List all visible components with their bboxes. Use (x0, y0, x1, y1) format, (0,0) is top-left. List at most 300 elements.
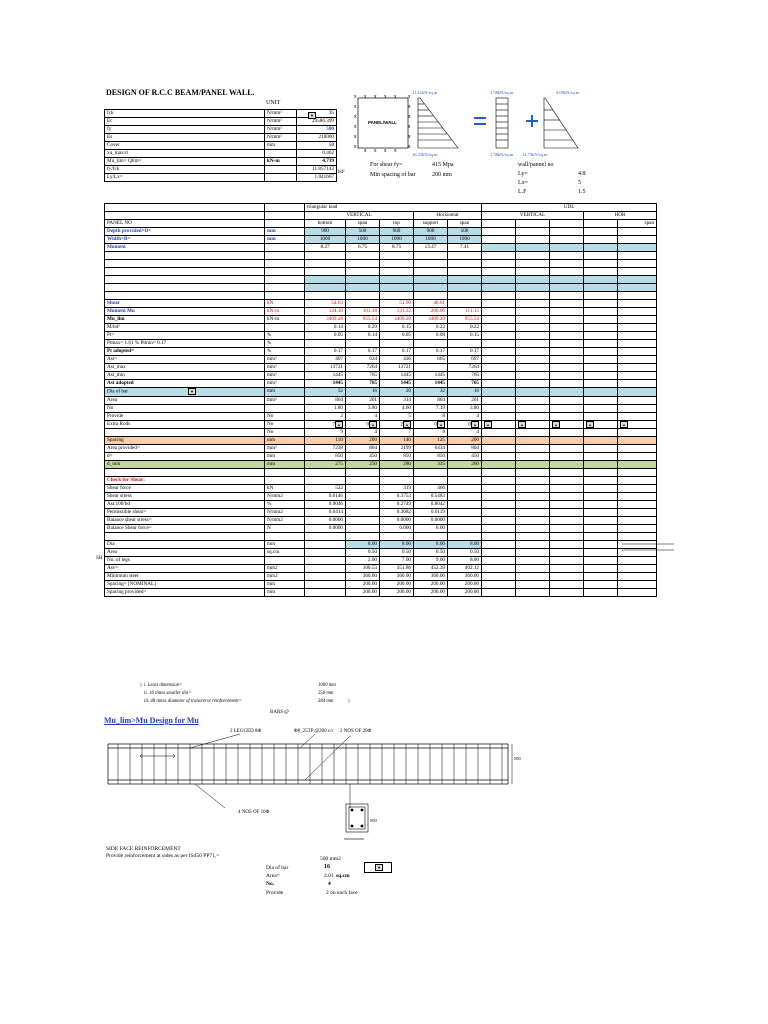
property-label: fy/fck (105, 166, 265, 174)
empty-cell (380, 252, 414, 260)
row-label: Permissible shear= (105, 509, 265, 517)
row-value: 32 (414, 388, 448, 397)
rod-selector[interactable]: ▴ (518, 421, 526, 428)
row-value: 200.00 (380, 589, 414, 597)
svg-text:x: x (374, 94, 377, 100)
row-value: 0.0000 (414, 517, 448, 525)
empty-cell (550, 340, 584, 348)
side-face-req: 500 mm2 (320, 856, 341, 862)
empty-cell (482, 316, 516, 324)
row-value: 3409.28 (380, 316, 414, 324)
empty-cell (414, 268, 448, 276)
column-header: span (448, 220, 482, 228)
design-row (105, 453, 657, 461)
property-unit: N/mm² (265, 110, 297, 118)
empty-cell (516, 404, 550, 412)
empty-cell (584, 541, 618, 549)
empty-cell (584, 244, 618, 252)
row-value: 0 ▴ (346, 420, 380, 429)
panel-info-label: Ly= (518, 171, 528, 177)
row-label: Ast adopted (105, 380, 265, 388)
empty-cell (380, 292, 414, 300)
property-row (105, 110, 337, 118)
row-value: 0.8042 (414, 501, 448, 509)
empty-cell (516, 485, 550, 493)
empty-cell (550, 469, 584, 477)
svg-text:x: x (354, 94, 357, 100)
row-value: 351.86 (380, 565, 414, 573)
row-value: 4 (346, 412, 380, 420)
empty-cell (516, 429, 550, 437)
row-label: Balance shear stress= (105, 517, 265, 525)
empty-cell (265, 477, 305, 485)
empty-cell (516, 332, 550, 340)
row-value: 634 (346, 356, 380, 364)
empty-cell (482, 244, 516, 252)
empty-cell (584, 557, 618, 565)
empty-cell (584, 453, 618, 461)
row-label: Pt= (105, 332, 265, 340)
page-title: DESIGN OF R.C.C BEAM/PANEL WALL. (106, 88, 255, 97)
empty-cell (618, 396, 657, 404)
empty-cell (550, 348, 584, 356)
empty-cell (584, 517, 618, 525)
row-value: 2.00 (346, 557, 380, 565)
panel-info-label: L.F (518, 189, 527, 195)
svg-text:x: x (384, 94, 387, 100)
main-row (105, 236, 657, 244)
row-value: 522 (305, 485, 346, 493)
svg-text:x: x (408, 104, 411, 110)
empty-cell (482, 268, 516, 276)
empty-cell (265, 268, 305, 276)
property-unit: N/mm² (265, 134, 297, 142)
empty-cell (448, 469, 482, 477)
empty-cell (516, 477, 550, 485)
property-label: Cover (105, 142, 265, 150)
row-value: 32 (305, 388, 346, 397)
empty-cell (482, 412, 516, 420)
row-value: 280 (380, 461, 414, 469)
empty-cell (305, 477, 346, 485)
row-value: 111.15 (448, 308, 482, 316)
row-value: 0.15 (448, 332, 482, 340)
shear-row (105, 517, 657, 525)
empty-cell (346, 469, 380, 477)
row-value: 0.17 (305, 348, 346, 356)
svg-text:x: x (354, 134, 357, 140)
dia-dropdown-icon[interactable]: ▼ (188, 388, 196, 395)
note-value: 384 mm (318, 699, 334, 704)
svg-text:x: x (408, 114, 411, 120)
svg-text:x: x (364, 148, 367, 154)
note-bracket-close: ) (348, 699, 350, 704)
row-value: 8.00 (380, 541, 414, 549)
row-value: 1000 (414, 236, 448, 244)
empty-cell (618, 461, 657, 469)
rod-selector[interactable]: ▴ (484, 421, 492, 428)
row-label: Area (105, 396, 265, 404)
row-value: 0.08 (414, 332, 448, 340)
row-unit (265, 324, 305, 332)
row-value: 0.14 (305, 324, 346, 332)
empty-cell (618, 493, 657, 501)
row-value: 9 (305, 429, 346, 437)
beam-drawing (100, 728, 520, 848)
row-value: 0.17 (414, 348, 448, 356)
empty-cell (482, 549, 516, 557)
row-value: 7264 (448, 364, 482, 372)
empty-cell (584, 573, 618, 581)
design-row (105, 429, 657, 437)
design-row (105, 388, 657, 397)
empty-cell (516, 244, 550, 252)
property-unit: mm (265, 142, 297, 150)
empty-cell (550, 445, 584, 453)
row-value (346, 485, 380, 493)
row-value: 1000 (346, 236, 380, 244)
empty-cell (482, 517, 516, 525)
row-unit: kN-m (265, 316, 305, 324)
empty-cell (584, 509, 618, 517)
blank-row (105, 469, 657, 477)
bars-label: BARS @ (270, 710, 289, 715)
property-row (105, 142, 337, 150)
row-unit: No (265, 429, 305, 437)
row-value: 200 (346, 437, 380, 445)
empty-cell (516, 228, 550, 236)
row-value: 125 (414, 437, 448, 445)
property-value: 4.719 (297, 158, 337, 166)
empty-cell (516, 284, 550, 292)
fck-dropdown[interactable]: ▼ (308, 112, 316, 119)
empty-cell (346, 268, 380, 276)
row-value: 4.60 (380, 404, 414, 412)
svg-text:x: x (384, 148, 387, 154)
row-label: Spacing (105, 437, 265, 445)
empty-cell (482, 437, 516, 445)
empty-cell (550, 541, 584, 549)
row-value: 7238 (305, 445, 346, 453)
empty-cell (482, 404, 516, 412)
row-value: 0.0000 (305, 525, 346, 533)
empty-cell (346, 276, 380, 284)
beam-depth: 500 (514, 756, 521, 761)
svg-text:x: x (364, 94, 367, 100)
empty-cell (550, 316, 584, 324)
empty-cell (482, 292, 516, 300)
empty-cell (448, 276, 482, 284)
empty-cell (346, 284, 380, 292)
row-label: Ast_min (105, 372, 265, 380)
empty-cell (105, 276, 265, 284)
empty-cell (305, 549, 346, 557)
empty-cell (265, 292, 305, 300)
empty-cell (482, 284, 516, 292)
property-label: xu_max/d (105, 150, 265, 158)
empty-cell (550, 412, 584, 420)
empty-cell (618, 565, 657, 573)
row-value (414, 364, 448, 372)
empty-cell (618, 292, 657, 300)
property-row (105, 126, 337, 134)
empty-cell (584, 420, 618, 429)
empty-cell (618, 388, 657, 397)
row-value: 0.17 (346, 348, 380, 356)
empty-cell (584, 469, 618, 477)
empty-cell (414, 276, 448, 284)
empty-cell (448, 292, 482, 300)
design-row (105, 396, 657, 404)
note-value: 1000 mm (318, 683, 336, 688)
row-value: 0.17 (448, 348, 482, 356)
row-unit: mm² (265, 356, 305, 364)
row-value: 2199 (380, 445, 414, 453)
empty-cell (618, 517, 657, 525)
row-value: 13721 (305, 364, 346, 372)
bd2-label: bd² (338, 170, 345, 175)
row-label: Spacing provided= (105, 589, 265, 597)
empty-cell (550, 525, 584, 533)
empty-cell (482, 356, 516, 364)
empty-cell (550, 332, 584, 340)
row-unit (265, 404, 305, 412)
empty-cell (516, 517, 550, 525)
empty-cell (618, 372, 657, 380)
row-value: 0.6414 (305, 509, 346, 517)
row-value: 200.00 (346, 589, 380, 597)
empty-cell (448, 252, 482, 260)
row-value: 140 (380, 437, 414, 445)
design-row (105, 316, 657, 324)
property-unit: kN-m (265, 158, 297, 166)
empty-cell (550, 493, 584, 501)
column-header: bottom (305, 220, 346, 228)
property-value: 1.041667 (297, 174, 337, 182)
design-row (105, 412, 657, 420)
note-label: i. Least dimension= (144, 683, 183, 688)
row-value: 360.00 (414, 573, 448, 581)
empty-cell (618, 340, 657, 348)
empty-cell (618, 420, 657, 429)
design-row (105, 445, 657, 453)
row-value: 314 (380, 396, 414, 404)
empty-cell (482, 340, 516, 348)
row-unit: kN (265, 300, 305, 308)
row-value: 7.00 (380, 557, 414, 565)
empty-cell (482, 493, 516, 501)
empty-cell (550, 356, 584, 364)
empty-cell (618, 412, 657, 420)
rod-selector[interactable]: ▴ (335, 421, 343, 428)
design-row (105, 380, 657, 388)
design-row (105, 364, 657, 372)
check-title-row (105, 477, 657, 485)
empty-cell (584, 412, 618, 420)
empty-cell (516, 581, 550, 589)
empty-cell (550, 477, 584, 485)
row-label: Width=B= (105, 236, 265, 244)
row-value: 319 (380, 485, 414, 493)
empty-cell (618, 589, 657, 597)
row-value: 1445 (305, 380, 346, 388)
column-header: span (346, 220, 380, 228)
empty-cell (482, 589, 516, 597)
row-value: 200.00 (448, 581, 482, 589)
empty-cell (265, 469, 305, 477)
empty-cell (516, 412, 550, 420)
empty-cell (482, 228, 516, 236)
svg-text:x: x (354, 114, 357, 120)
row-value: 0 ▴ (448, 420, 482, 429)
rod-selector[interactable]: ▴ (552, 421, 560, 428)
row-unit: mm (265, 236, 305, 244)
empty-cell (516, 276, 550, 284)
shear-row (105, 493, 657, 501)
row-value: 13721 (380, 364, 414, 372)
rod-selector[interactable]: ▴ (586, 421, 594, 428)
rod-selector[interactable]: ▴ (437, 421, 445, 428)
side-dia-dropdown[interactable]: ▼ (364, 862, 392, 873)
row-value: 1445 (305, 372, 346, 380)
rod-selector[interactable]: ▴ (620, 421, 628, 428)
empty-cell (516, 549, 550, 557)
row-value: 6.75 (346, 244, 380, 252)
property-unit (265, 174, 297, 182)
empty-cell (305, 276, 346, 284)
empty-cell (482, 557, 516, 565)
empty-cell (380, 268, 414, 276)
empty-cell (265, 260, 305, 268)
empty-cell (448, 268, 482, 276)
property-unit: N/mm² (265, 118, 297, 126)
row-value: 1.80 (305, 404, 346, 412)
panel-no-label: PANEL NO (105, 220, 265, 228)
empty-cell (618, 477, 657, 485)
row-unit: N/mm2 (265, 509, 305, 517)
empty-cell (516, 565, 550, 573)
for-shear-fy-value: 415 Mpa (432, 162, 454, 168)
empty-cell (618, 276, 657, 284)
empty-cell (346, 292, 380, 300)
empty-cell (618, 252, 657, 260)
side-provide-label: Provide (266, 890, 284, 896)
empty-cell (584, 252, 618, 260)
row-label: Balance Shear force= (105, 525, 265, 533)
empty-cell (550, 565, 584, 573)
empty-cell (550, 533, 584, 541)
empty-cell (516, 252, 550, 260)
row-value: 1445 (380, 380, 414, 388)
empty-cell (550, 461, 584, 469)
empty-cell (516, 268, 550, 276)
row-label: Ast= (105, 356, 265, 364)
row-unit: % (265, 340, 305, 348)
empty-cell (584, 589, 618, 597)
empty-cell (265, 533, 305, 541)
property-label: Ly/Lx= (105, 174, 265, 182)
empty-cell (482, 348, 516, 356)
row-unit: mm (265, 228, 305, 236)
empty-cell (550, 453, 584, 461)
rod-selector[interactable]: ▴ (369, 421, 377, 428)
empty-cell (305, 292, 346, 300)
row-value: 765 (448, 372, 482, 380)
row-value: 500 (448, 228, 482, 236)
empty-cell (584, 533, 618, 541)
svg-text:x: x (408, 94, 411, 100)
sh-side-label: SH (96, 556, 103, 561)
row-label: No (105, 404, 265, 412)
empty-cell (482, 332, 516, 340)
row-value: 335 (414, 461, 448, 469)
empty-cell (516, 461, 550, 469)
row-value: 360.00 (346, 573, 380, 581)
empty-cell (550, 437, 584, 445)
rod-selector[interactable]: ▴ (471, 421, 479, 428)
row-value: 0.50 (414, 549, 448, 557)
row-value: 765 (448, 380, 482, 388)
side-face-subtitle: Provide reinforcement at sides as per IS456 PP71,= (106, 853, 220, 859)
load2-bottom: 1.58kN/sq.m (490, 152, 514, 157)
empty-cell (618, 356, 657, 364)
empty-cell (516, 260, 550, 268)
row-label: Extra Rods (105, 420, 265, 429)
empty-cell (414, 292, 448, 300)
side-arrows (618, 540, 678, 554)
row-value: 7.41 (448, 244, 482, 252)
empty-cell (516, 372, 550, 380)
empty-cell (516, 509, 550, 517)
row-value: 850 (380, 453, 414, 461)
empty-cell (584, 380, 618, 388)
property-label: Es (105, 134, 265, 142)
main-row (105, 244, 657, 252)
empty-cell (618, 380, 657, 388)
row-value: 450 (346, 453, 380, 461)
empty-cell (305, 284, 346, 292)
property-value: 11.857143 (297, 166, 337, 174)
empty-cell (618, 324, 657, 332)
empty-cell (380, 276, 414, 284)
empty-cell (618, 437, 657, 445)
empty-cell (584, 404, 618, 412)
row-value: 0.22 (448, 324, 482, 332)
empty-cell (482, 453, 516, 461)
row-value: 1445 (414, 380, 448, 388)
row-value: 7 ▴ (305, 420, 346, 429)
blank-row (105, 252, 657, 260)
blank-row (105, 276, 657, 284)
empty-cell (618, 228, 657, 236)
row-unit: sq.cm (265, 549, 305, 557)
blank-row (105, 260, 657, 268)
row-value: 8.00 (448, 541, 482, 549)
row-value: 450 (448, 453, 482, 461)
empty-cell (482, 477, 516, 485)
row-value (448, 493, 482, 501)
empty-cell (550, 324, 584, 332)
row-value: 0.5483 (414, 493, 448, 501)
column-header: top (380, 220, 414, 228)
rod-selector[interactable]: ▴ (403, 421, 411, 428)
empty-cell (550, 220, 584, 228)
row-value: 16 (346, 388, 380, 397)
empty-cell (380, 260, 414, 268)
shear-row (105, 485, 657, 493)
empty-cell (482, 364, 516, 372)
empty-cell (482, 461, 516, 469)
